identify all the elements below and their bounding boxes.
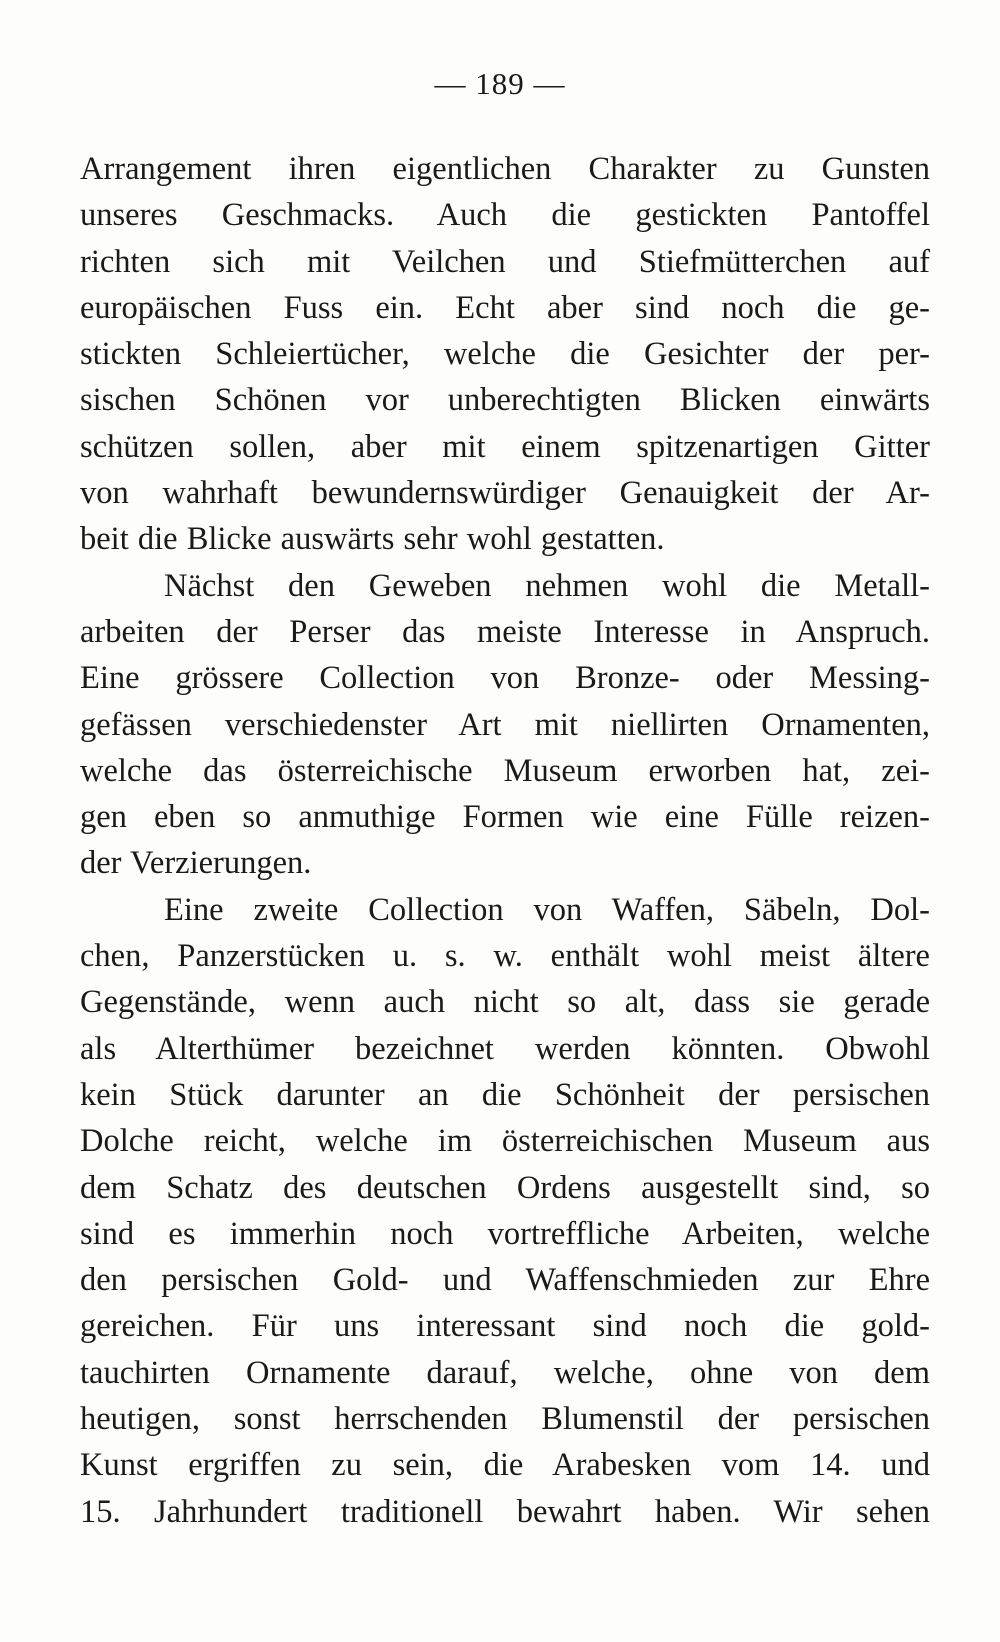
text-line: Gegenstände, wenn auch nicht so alt, dass sie gerade (80, 984, 930, 1021)
text-line: heutigen, sonst herrschenden Blumenstil der persischen (80, 1401, 930, 1438)
text-line: schützen sollen, aber mit einem spitzenartigen Gitter (80, 428, 930, 465)
text-line: Nächst den Geweben nehmen wohl die Metall- (164, 567, 930, 604)
text-line: richten sich mit Veilchen und Stiefmütterchen auf (80, 243, 930, 280)
text-line: sind es immerhin noch vortreffliche Arbeiten, welche (80, 1215, 930, 1252)
text-line: stickten Schleiertücher, welche die Gesichter der per- (80, 336, 930, 373)
text-line: unseres Geschmacks. Auch die gestickten Pantoffel (80, 197, 930, 234)
text-line: welche das österreichische Museum erworben hat, zei- (80, 752, 930, 789)
body-text (80, 146, 930, 1535)
text-line: Eine zweite Collection von Waffen, Säbeln, Dol- (164, 891, 930, 928)
text-line: gefässen verschiedenster Art mit niellirten Ornamenten, (80, 706, 930, 743)
text-line: der Verzierungen. (80, 845, 312, 882)
text-line: europäischen Fuss ein. Echt aber sind noch die ge- (80, 289, 930, 326)
text-line: arbeiten der Perser das meiste Interesse in Anspruch. (80, 613, 930, 650)
text-line: gereichen. Für uns interessant sind noch die gold- (80, 1308, 930, 1345)
text-line: kein Stück darunter an die Schönheit der persischen (80, 1076, 930, 1113)
text-line: gen eben so anmuthige Formen wie eine Fülle reizen- (80, 799, 930, 836)
text-line: beit die Blicke auswärts sehr wohl gestatten. (80, 521, 665, 558)
text-line: von wahrhaft bewundernswürdiger Genauigkeit der Ar- (80, 475, 930, 512)
text-line: den persischen Gold- und Waffenschmieden zur Ehre (80, 1262, 930, 1299)
text-line: tauchirten Ornamente darauf, welche, ohne von dem (80, 1354, 930, 1391)
text-line: 15. Jahrhundert traditionell bewahrt haben. Wir sehen (80, 1493, 930, 1530)
text-line: dem Schatz des deutschen Ordens ausgestellt sind, so (80, 1169, 930, 1206)
text-line: Dolche reicht, welche im österreichischen Museum aus (80, 1123, 930, 1160)
text-line: Arrangement ihren eigentlichen Charakter zu Gunsten (80, 151, 930, 187)
text-line: chen, Panzerstücken u. s. w. enthält wohl meist ältere (80, 938, 930, 975)
text-line: Eine grössere Collection von Bronze- oder Messing- (80, 660, 930, 697)
text-line: Kunst ergriffen zu sein, die Arabesken vom 14. und (80, 1447, 930, 1484)
text-line: als Alterthümer bezeichnet werden könnten. Obwohl (80, 1030, 930, 1067)
text-line: sischen Schönen vor unberechtigten Blicken einwärts (80, 382, 930, 419)
page-number: — 189 — (434, 66, 566, 101)
